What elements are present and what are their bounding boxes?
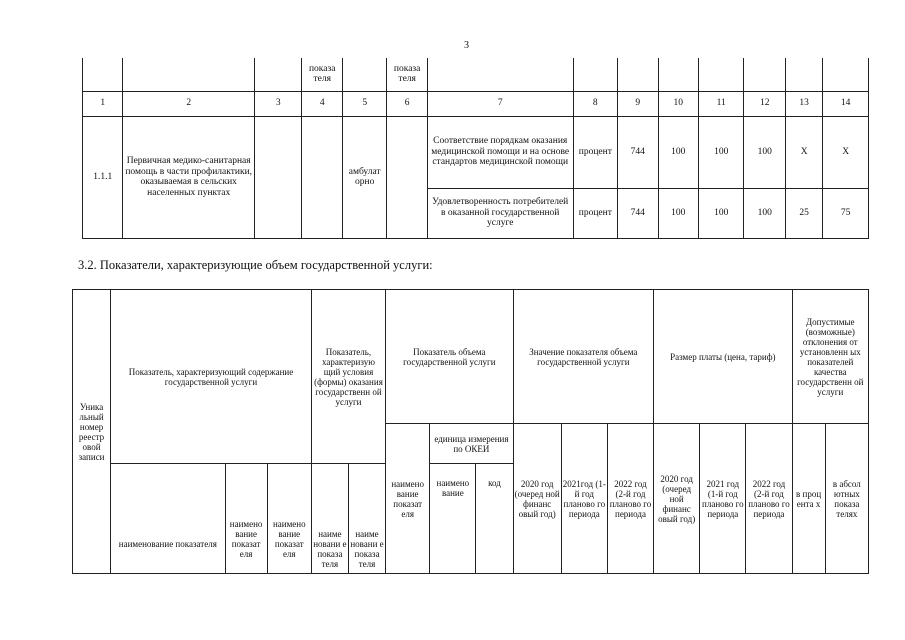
okei-header: единица измерения по ОКЕИ: [430, 424, 513, 464]
column-number: 13: [785, 91, 822, 116]
volume-indicators-table: [72, 289, 869, 574]
indicator-unit: процент: [573, 116, 618, 188]
column-number: 1: [83, 91, 123, 116]
indicator-unit: процент: [573, 188, 618, 238]
indicator-2022: 100: [744, 116, 785, 188]
indicator-name: Удовлетворенность потребителей в оказанной государственной услуге: [427, 188, 573, 238]
registry-id: 1.1.1: [83, 116, 123, 238]
content-name-header: наименование показателя: [111, 464, 225, 574]
quality-indicators-table: [82, 58, 869, 239]
okei-name-header: наимено вание: [430, 464, 476, 574]
column-number: 10: [658, 91, 698, 116]
content-group-header: Показатель, характеризующий содержание государственной услуги: [111, 290, 312, 464]
service-condition: амбулат орно: [342, 116, 387, 238]
column-number-row: [83, 91, 869, 116]
value-year-header: 2021год (1-й год планово го периода: [561, 424, 607, 574]
deviation-absolute: 75: [823, 188, 869, 238]
fee-year-header: 2021 год (1-й год планово го периода: [700, 424, 746, 574]
value-year-header: 2022 год (2-й год планово го периода: [607, 424, 653, 574]
fee-year-header: 2020 год (очеред ной финанс овый год): [654, 424, 700, 574]
content-name-header: наимено вание показат еля: [267, 464, 311, 574]
page-number: 3: [464, 40, 469, 51]
fee-group-header: Размер платы (цена, тариф): [654, 290, 792, 424]
deviation-group-header: Допустимые (возможные) отклонения от установленн ых показателей качества государственн ой услуги: [792, 290, 868, 424]
partial-header-cell: показа теля: [387, 58, 427, 91]
column-number: 5: [342, 91, 387, 116]
partial-header-cell: показа теля: [302, 58, 342, 91]
table-row: [83, 116, 869, 188]
volume-group-header: Показатель объема государственной услуги: [386, 290, 513, 424]
indicator-2021: 100: [698, 116, 744, 188]
column-number: 3: [254, 91, 302, 116]
section-heading: 3.2. Показатели, характеризующие объем государственной услуги:: [78, 258, 433, 272]
value-group-header: Значение показателя объема государственной услуги: [513, 290, 654, 424]
indicator-2020: 100: [658, 188, 698, 238]
volume-name-header: наимено вание показат еля: [386, 424, 430, 574]
content-name-header: наимено вание показат еля: [225, 464, 267, 574]
deviation-percent-header: в проц ента х: [792, 424, 825, 574]
deviation-absolute: X: [823, 116, 869, 188]
indicator-name: Соответствие порядкам оказания медицинской помощи и на основе стандартов медицинской помощи: [427, 116, 573, 188]
deviation-percent: X: [785, 116, 822, 188]
indicator-code: 744: [618, 116, 658, 188]
deviation-percent: 25: [785, 188, 822, 238]
column-number: 11: [698, 91, 744, 116]
column-number: 7: [427, 91, 573, 116]
column-number: 2: [123, 91, 255, 116]
service-content: Первичная медико-санитарная помощь в части профилактики, оказываемая в сельских населенных пунктах: [123, 116, 255, 238]
indicator-2021: 100: [698, 188, 744, 238]
column-number: 14: [823, 91, 869, 116]
column-number: 12: [744, 91, 785, 116]
indicator-2020: 100: [658, 116, 698, 188]
unique-number-header: Уника льный номер реестр овой записи: [73, 290, 111, 574]
indicator-2022: 100: [744, 188, 785, 238]
column-number: 6: [387, 91, 427, 116]
condition-name-header: наиме новани е показа теля: [311, 464, 348, 574]
column-number: 9: [618, 91, 658, 116]
okei-code-header: код: [476, 464, 513, 574]
deviation-absolute-header: в абсол ютных показа телях: [825, 424, 868, 574]
indicator-code: 744: [618, 188, 658, 238]
conditions-group-header: Показатель, характеризую щий условия (формы) оказания государственн ой услуги: [311, 290, 385, 464]
column-number: 8: [573, 91, 618, 116]
value-year-header: 2020 год (очеред ной финанс овый год): [513, 424, 561, 574]
fee-year-header: 2022 год (2-й год планово го периода: [746, 424, 792, 574]
condition-name-header: наиме новани е показа теля: [348, 464, 385, 574]
column-number: 4: [302, 91, 342, 116]
